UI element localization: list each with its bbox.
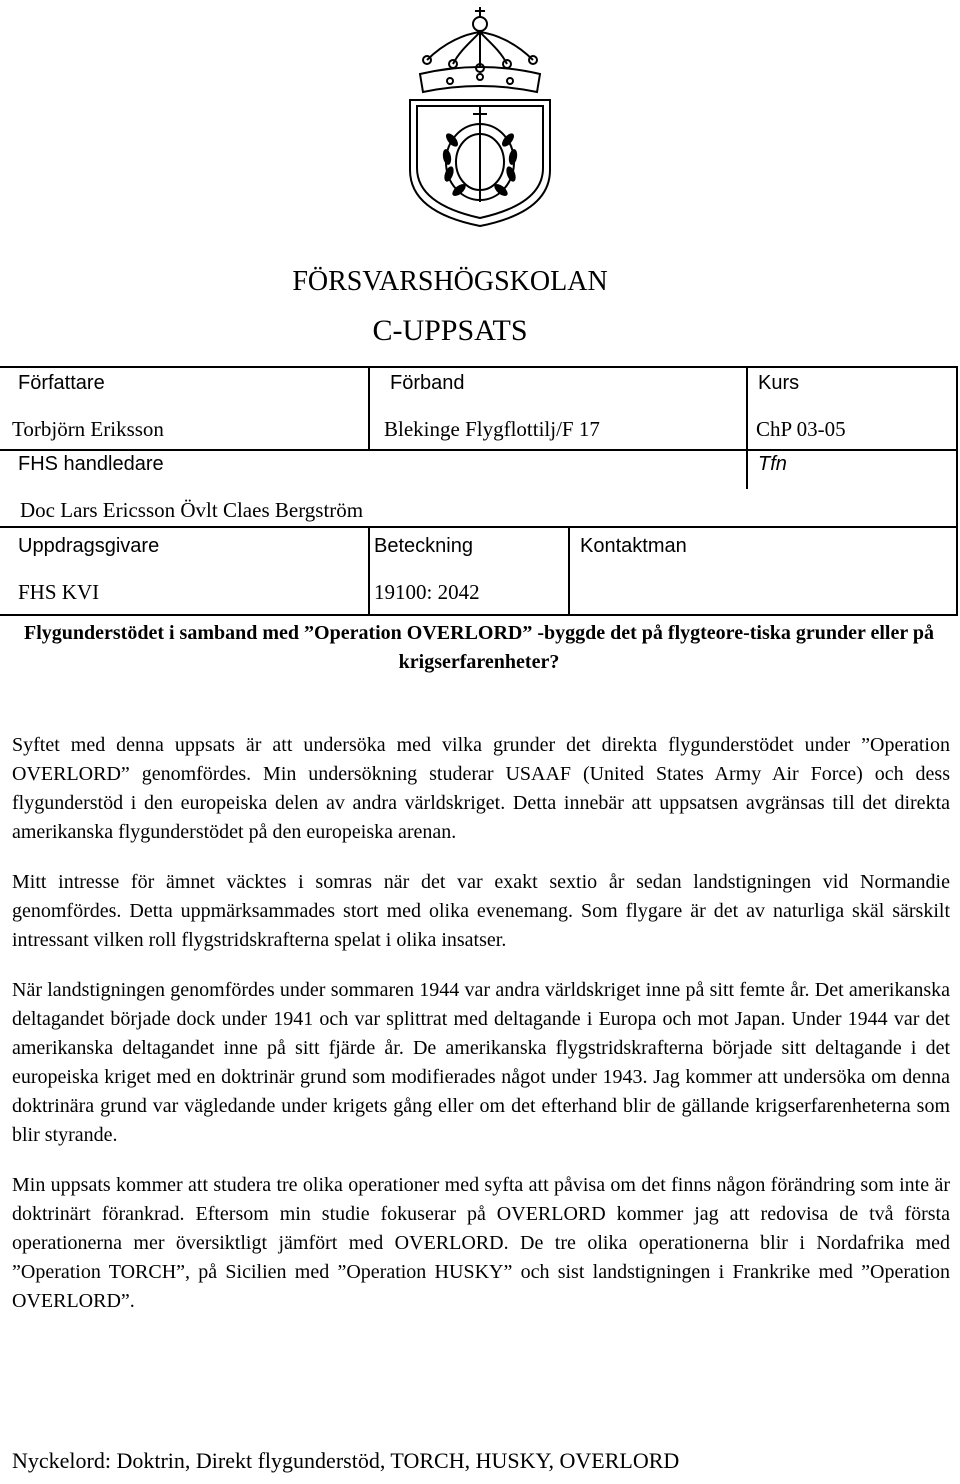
course-value: ChP 03-05 (756, 417, 846, 441)
author-value: Torbjörn Eriksson (12, 417, 164, 441)
metadata-table (0, 366, 958, 616)
column-divider (368, 368, 370, 449)
abstract-paragraph: När landstigningen genomfördes under sommaren 1944 var andra världskriget inne på sitt femte år. Det amerikanska deltagandet började dock under 1941 och var splittrat med deltagande i Europa och mot Japan. Under 1944 var det amerikanska deltagandet inne på sitt fjärde år. De amerikanska flygstridskrafterna började sitt deltagande i det europeiska kriget med en doktrinär grund som modifierades något under 1943. Jag kommer att undersöka om denna doktrinära grund var vägledande under krigets gång eller om det efterhand blir de gällande krigserfarenheterna som blir styrande. (12, 979, 950, 1146)
column-divider (746, 368, 748, 449)
row-divider (0, 526, 956, 528)
course-label: Kurs (758, 372, 800, 394)
abstract-paragraph: Min uppsats kommer att studera tre olika operationer med syfta att påvisa om det finns någon förändring som inte är doktrinärt förankrad. Eftersom min studie fokuserar på OVERLORD kommer jag att redovisa de två första operationerna mer översiktligt jämfört med OVERLORD. De tre olika operationerna blir i Nordafrika med ”Operation TORCH”, på Sicilien med ”Operation HUSKY” och sist landstigningen i Frankrike med ”Operation OVERLORD”. (12, 1174, 950, 1312)
supervisor-label: FHS handledare (18, 453, 164, 475)
author-label: Författare (18, 372, 105, 394)
column-divider (746, 449, 748, 489)
document-type: C-UPPSATS (372, 314, 528, 347)
abstract (12, 731, 950, 1337)
unit-label: Förband (390, 372, 465, 394)
client-label: Uppdragsgivare (18, 535, 160, 557)
institution-name: FÖRSVARSHÖGSKOLAN (292, 266, 608, 297)
row-divider (0, 449, 956, 451)
designation-label: Beteckning (374, 535, 473, 557)
unit-value: Blekinge Flygflottilj/F 17 (384, 417, 600, 441)
column-divider (568, 526, 570, 616)
designation-value: 19100: 2042 (374, 580, 480, 604)
keywords: Nyckelord: Doktrin, Direkt flygunderstöd, TORCH, HUSKY, OVERLORD (12, 1448, 680, 1473)
column-divider (368, 526, 370, 616)
abstract-paragraph: Syftet med denna uppsats är att undersöka med vilka grunder det direkta flygunderstödet under ”Operation OVERLORD” genomfördes. Min undersökning studerar USAAF (United States Army Air Force) och dess flygunderstöd i den europeiska delen av andra världskriget. Detta innebär att uppsatsen avgränsas till det direkta amerikanska flygunderstödet på den europeiska arenan. (12, 734, 950, 843)
phone-label: Tfn (758, 453, 787, 475)
client-value: FHS KVI (18, 580, 100, 604)
supervisor-value: Doc Lars Ericsson Övlt Claes Bergström (20, 498, 364, 522)
abstract-paragraph: Mitt intresse för ämnet väcktes i somras när det var exakt sextio år sedan landstigningen vid Normandie genomfördes. Detta uppmärksammades stort med olika evenemang. Som flygare är det av naturliga skäl särskilt intressant vilken roll flygstridskrafterna spelat i olika insatser. (12, 871, 950, 951)
thesis-title: Flygunderstödet i samband med ”Operation OVERLORD” -byggde det på flygteore-tiska grunder eller på krigserfarenheter? (23, 622, 934, 673)
crest-icon (405, 2, 555, 228)
contact-label: Kontaktman (580, 535, 687, 557)
